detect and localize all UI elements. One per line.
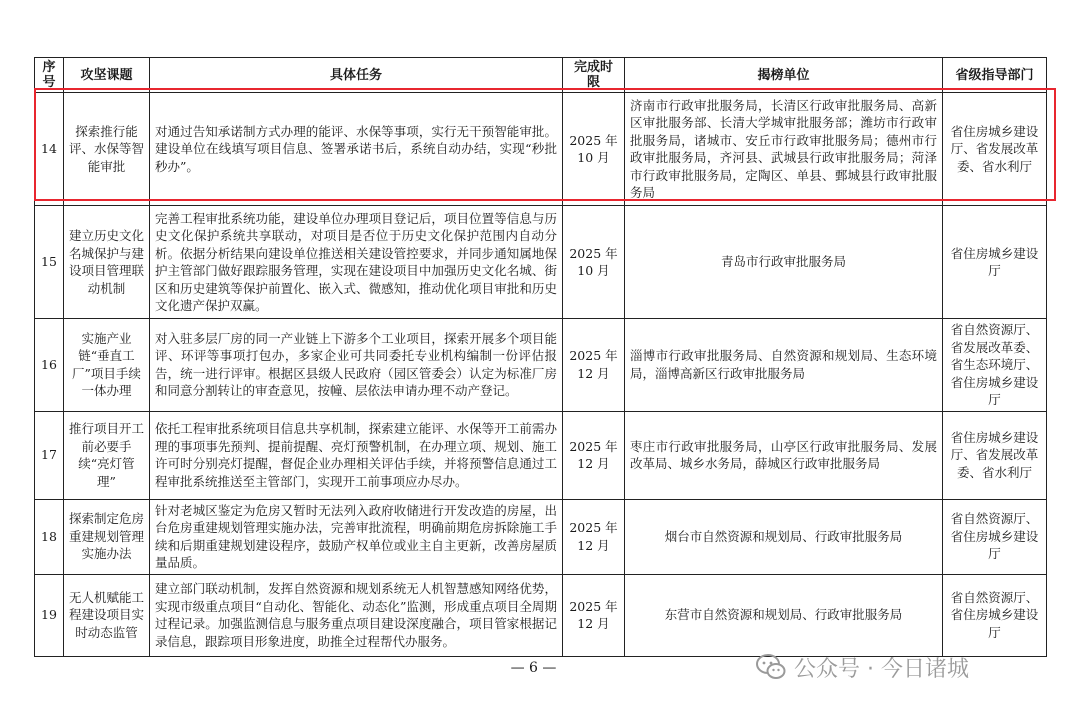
row-topic: 实施产业链“垂直工厂”项目手续一体办理 bbox=[64, 319, 150, 412]
row-topic: 探索推行能评、水保等智能审批 bbox=[64, 93, 150, 206]
row-guide: 省自然资源厅、省住房城乡建设厅 bbox=[943, 574, 1047, 656]
row-task: 依托工程审批系统项目信息共享机制，探索建立能评、水保等开工前需办理的事项事先预判、提前提醒、亮灯预警机制，在办理立项、规划、施工许可时分别亮灯提醒，督促企业办理相关评估手续，并将预警信息通过工程审批系统推送至主管部门，实现开工前事项应办尽办。 bbox=[150, 411, 563, 499]
table-row bbox=[35, 411, 1047, 499]
row-task: 建立部门联动机制，发挥自然资源和规划系统无人机智慧感知网络优势，实现市级重点项目“自动化、智能化、动态化”监测，形成重点项目全周期过程记录。加强监测信息与服务重点项目建设深度融合，项目管家根据记录信息，跟踪项目形象进度，助推全过程帮代办服务。 bbox=[150, 574, 563, 656]
row-deadline: 2025 年 12 月 bbox=[563, 319, 625, 412]
page-number: — 6 — bbox=[510, 660, 557, 676]
row-units: 济南市行政审批服务局，长清区行政审批服务局、高新区审批服务部、长清大学城审批服务部；潍坊市行政审批服务局，诸城市、安丘市行政审批服务局；德州市行政审批服务局，齐河县、武城县行政审批服务局；菏泽市行政审批服务局，定陶区、单县、鄄城县行政审批服务局 bbox=[625, 93, 943, 206]
row-topic: 建立历史文化名城保护与建设项目管理联动机制 bbox=[64, 206, 150, 319]
row-task: 对入驻多层厂房的同一产业链上下游多个工业项目，探索开展多个项目能评、环评等事项打包办，多家企业可共同委托专业机构编制一份评估报告，统一进行评审。根据区县级人民政府（园区管委会）认定为标准厂房和同意分割转让的审查意见，按幢、层依法申请办理不动产登记。 bbox=[150, 319, 563, 412]
row-no: 18 bbox=[35, 499, 64, 574]
row-deadline: 2025 年 12 月 bbox=[563, 411, 625, 499]
row-topic: 推行项目开工前必要手续“亮灯管理” bbox=[64, 411, 150, 499]
row-task: 完善工程审批系统功能，建设单位办理项目登记后，项目位置等信息与历史文化保护系统共享联动，对项目是否位于历史文化保护范围内自动分析。依据分析结果向建设单位推送相关建设管控要求，并同步通知属地保护主管部门做好跟踪服务管理，实现在建设项目中加强历史文化名城、街区和历史建筑等保护前置化、嵌入式、微感知，推动优化项目审批和历史文化遗产保护双赢。 bbox=[150, 206, 563, 319]
header-task: 具体任务 bbox=[150, 58, 563, 93]
table-row bbox=[35, 499, 1047, 574]
row-guide: 省住房城乡建设厅、省发展改革委、省水利厅 bbox=[943, 411, 1047, 499]
table-row bbox=[35, 93, 1047, 206]
header-no: 序号 bbox=[35, 58, 64, 93]
row-units: 烟台市自然资源和规划局、行政审批服务局 bbox=[625, 499, 943, 574]
row-guide: 省住房城乡建设厅 bbox=[943, 206, 1047, 319]
row-task: 对通过告知承诺制方式办理的能评、水保等事项，实行无干预智能审批。建设单位在线填写项目信息、签署承诺书后，系统自动办结，实现“秒批秒办”。 bbox=[150, 93, 563, 206]
task-table bbox=[34, 57, 1047, 657]
header-guide: 省级指导部门 bbox=[943, 58, 1047, 93]
row-task: 针对老城区鉴定为危房又暂时无法列入政府收储进行开发改造的房屋，出台危房重建规划管理实施办法，完善审批流程，明确前期危房拆除施工手续和后期重建规划建设程序，鼓励产权单位或业主自主更新，改善房屋质量品质。 bbox=[150, 499, 563, 574]
row-deadline: 2025 年 10 月 bbox=[563, 93, 625, 206]
header-units: 揭榜单位 bbox=[625, 58, 943, 93]
header-deadline: 完成时限 bbox=[563, 58, 625, 93]
table-row bbox=[35, 319, 1047, 412]
watermark bbox=[756, 650, 969, 684]
table-header-row bbox=[35, 58, 1047, 93]
row-units: 东营市自然资源和规划局、行政审批服务局 bbox=[625, 574, 943, 656]
table-row bbox=[35, 574, 1047, 656]
row-units: 淄博市行政审批服务局、自然资源和规划局、生态环境局，淄博高新区行政审批服务局 bbox=[625, 319, 943, 412]
row-guide: 省自然资源厅、省住房城乡建设厅 bbox=[943, 499, 1047, 574]
table-row bbox=[35, 206, 1047, 319]
row-no: 17 bbox=[35, 411, 64, 499]
row-deadline: 2025 年 12 月 bbox=[563, 499, 625, 574]
row-units: 青岛市行政审批服务局 bbox=[625, 206, 943, 319]
row-no: 15 bbox=[35, 206, 64, 319]
row-topic: 探索制定危房重建规划管理实施办法 bbox=[64, 499, 150, 574]
row-no: 19 bbox=[35, 574, 64, 656]
row-deadline: 2025 年 10 月 bbox=[563, 206, 625, 319]
wechat-icon bbox=[756, 654, 786, 680]
header-topic: 攻坚课题 bbox=[64, 58, 150, 93]
row-no: 14 bbox=[35, 93, 64, 206]
row-deadline: 2025 年 12 月 bbox=[563, 574, 625, 656]
row-topic: 无人机赋能工程建设项目实时动态监管 bbox=[64, 574, 150, 656]
watermark-text: 公众号 · 今日诸城 bbox=[794, 656, 969, 682]
row-guide: 省住房城乡建设厅、省发展改革委、省水利厅 bbox=[943, 93, 1047, 206]
row-no: 16 bbox=[35, 319, 64, 412]
row-guide: 省自然资源厅、省发展改革委、省生态环境厅、省住房城乡建设厅 bbox=[943, 319, 1047, 412]
row-units: 枣庄市行政审批服务局，山亭区行政审批服务局、发展改革局、城乡水务局，薛城区行政审批服务局 bbox=[625, 411, 943, 499]
